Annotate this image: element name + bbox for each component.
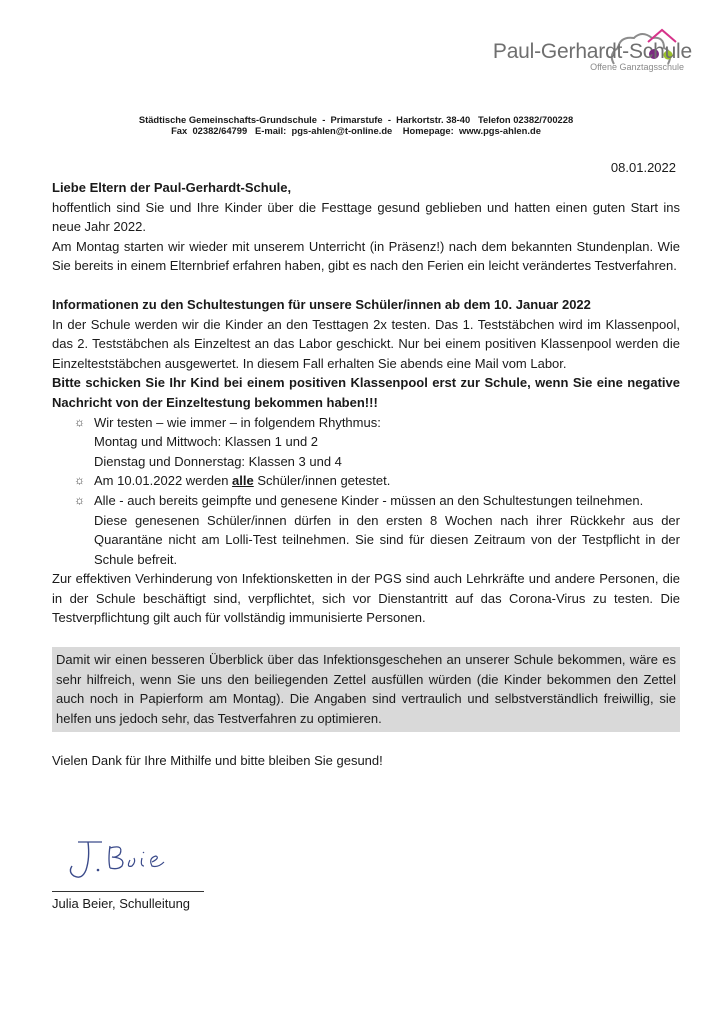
address-block bbox=[0, 114, 712, 136]
handwritten-signature bbox=[60, 836, 190, 886]
bullet-text: Wir testen – wie immer – in folgendem Rhythmus: bbox=[94, 414, 381, 430]
bullet-item bbox=[52, 491, 680, 569]
thanks-paragraph: Vielen Dank für Ihre Mithilfe und bitte bleiben Sie gesund! bbox=[52, 753, 383, 769]
signature-line bbox=[52, 891, 204, 892]
sun-bullet-icon: ☼ bbox=[74, 414, 85, 429]
section-heading: Informationen zu den Schultestungen für unsere Schüler/innen ab dem 10. Januar 2022 bbox=[52, 296, 591, 312]
address-line-1: Städtische Gemeinschafts-Grundschule - Primarstufe - Harkortstr. 38-40 Telefon 02382/700228 bbox=[138, 114, 574, 125]
bullet-item bbox=[52, 413, 680, 472]
address-line-2: Fax 02382/64799 E-mail: pgs-ahlen@t-online.de Homepage: www.pgs-ahlen.de bbox=[171, 125, 541, 136]
section-paragraph: In der Schule werden wir die Kinder an den Testtagen 2x testen. Das 1. Teststäbchen wird im Klassenpool, das 2. Teststäbchen als Einzeltest an das Labor geschickt. Nur bei einem positiven Klassenpool werden die Einzelteststäbchen ausgewertet. In diesem Fall erhalten Sie abends eine Mail vom Labor. bbox=[52, 316, 680, 371]
warning-paragraph: Bitte schicken Sie Ihr Kind bei einem positiven Klassenpool erst zur Schule, wenn Sie eine negative Nachricht von der Einzeltestung bekommen haben!!! bbox=[52, 375, 680, 410]
bullet-text: Dienstag und Donnerstag: Klassen 3 und 4 bbox=[94, 453, 342, 469]
bullet-text: Am 10.01.2022 werden bbox=[94, 473, 233, 489]
bullet-text: Montag und Mittwoch: Klassen 1 und 2 bbox=[94, 434, 319, 450]
monday-paragraph: Am Montag starten wir wieder mit unserem Unterricht (in Präsenz!) nach dem bekannten Stundenplan. Wie Sie bereits in einem Elternbrief erfahren haben, gibt es nach den Ferien ein leicht verändertes Testverfahren. bbox=[52, 238, 680, 274]
bullet-list bbox=[52, 413, 680, 570]
underlined-word: alle bbox=[232, 473, 254, 489]
signatory-name: Julia Beier, Schulleitung bbox=[52, 896, 191, 911]
shaded-paragraph: Damit wir einen besseren Überblick über das Infektionsgeschehen an unserer Schule bekommen, wäre es sehr hilfreich, wenn Sie uns den beiliegenden Zettel ausfüllen würden (die Kinder bekommen den Zettel auch noch in Papierform am Montag). Die Angaben sind vertraulich und selbstverständlich freiwillig, sie helfen uns jedoch sehr, das Testverfahren zu optimieren. bbox=[52, 647, 680, 732]
school-name: Paul-Gerhardt-Schule bbox=[492, 40, 692, 63]
school-subtitle: Offene Ganztagsschule bbox=[590, 62, 684, 72]
bullet-item bbox=[52, 471, 680, 491]
bullet-text: Alle - auch bereits geimpfte und genesene Kinder - müssen an den Schultestungen teilnehmen. bbox=[94, 492, 644, 508]
sun-bullet-icon: ☼ bbox=[74, 492, 85, 507]
letter-body bbox=[52, 178, 680, 771]
staff-paragraph: Zur effektiven Verhinderung von Infektionsketten in der PGS sind auch Lehrkräfte und andere Personen, die in der Schule beschäftigt sind, verpflichtet, sich vor Dienstantritt auf das Corona-Virus zu testen. Die Testverpflichtung gilt auch für vollständig immunisierte Personen. bbox=[52, 571, 680, 626]
sun-bullet-icon: ☼ bbox=[74, 473, 85, 488]
bullet-text: Diese genesenen Schüler/innen dürfen in den ersten 8 Wochen nach ihrer Rückkehr aus der Quarantäne nicht am Lolli-Test teilnehmen. Sie sind für diesen Zeitraum von der Testpflicht in der Schule befreit. bbox=[94, 512, 680, 567]
letter-date: 08.01.2022 bbox=[610, 160, 676, 175]
greeting: Liebe Eltern der Paul-Gerhardt-Schule, bbox=[52, 180, 292, 195]
intro-paragraph: hoffentlich sind Sie und Ihre Kinder über die Festtage gesund geblieben und hatten einen guten Start ins neue Jahr 2022. bbox=[52, 199, 680, 235]
bullet-text: Schüler/innen getestet. bbox=[253, 473, 391, 489]
